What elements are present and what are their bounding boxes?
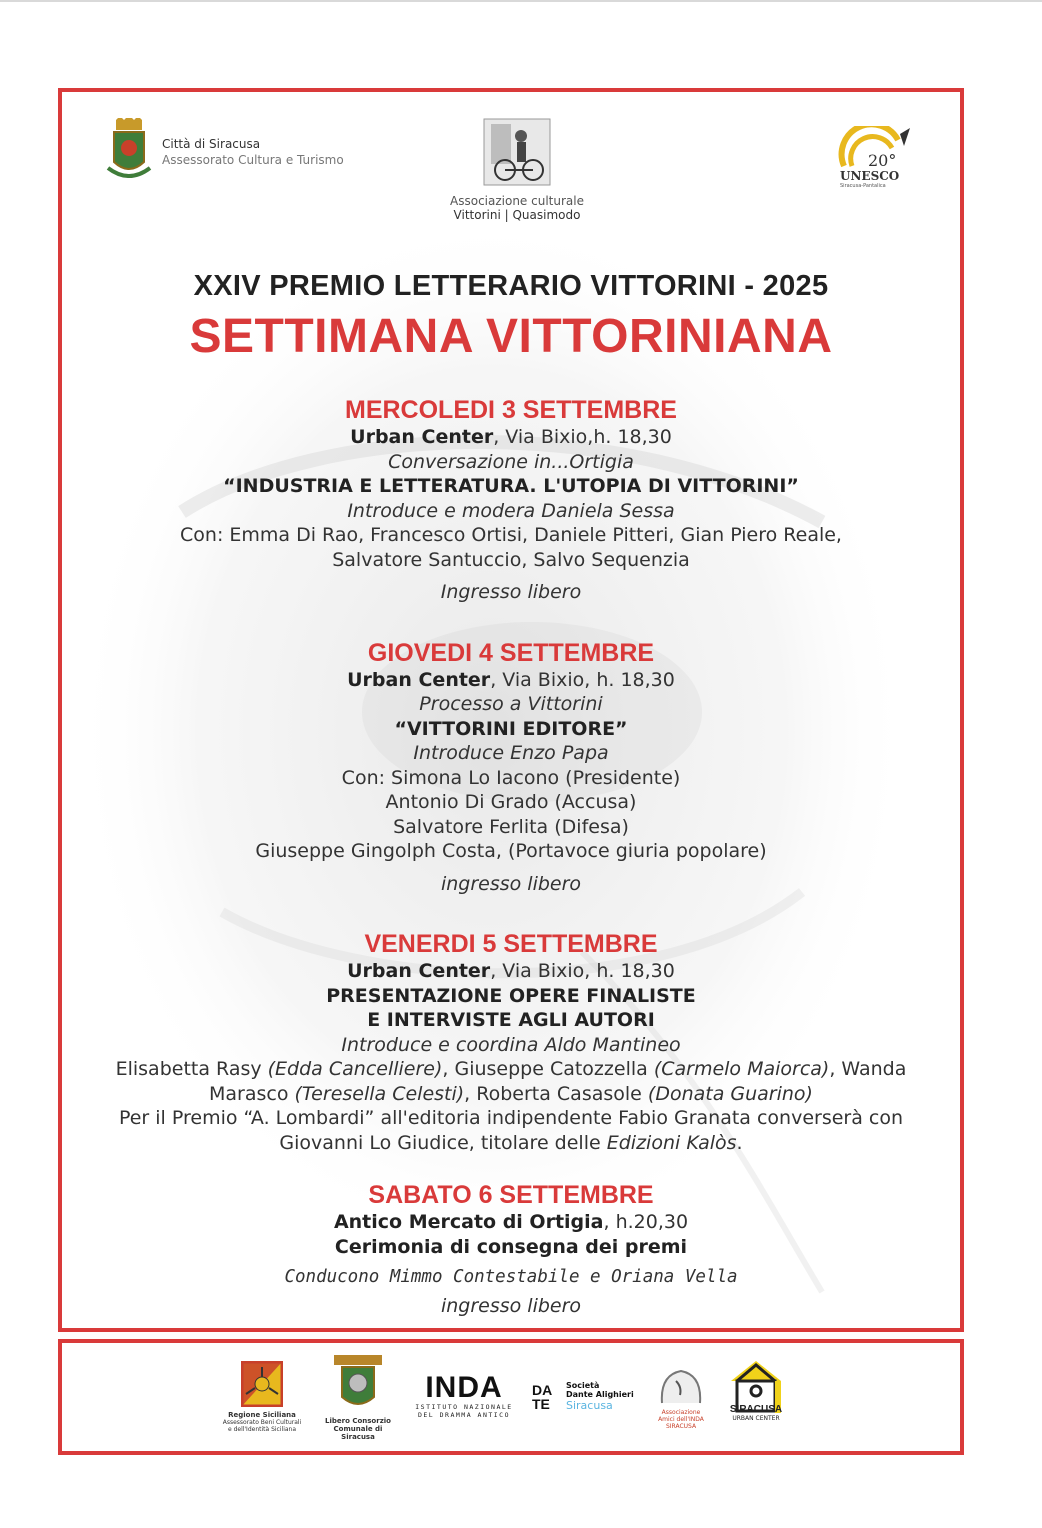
- association-photo-icon: [483, 118, 551, 186]
- venue-name: Antico Mercato di Ortigia: [333, 1211, 604, 1233]
- dante-mark-bottom: TE: [532, 1395, 550, 1412]
- dante-alighieri-logo: [532, 1381, 642, 1412]
- event-day: MERCOLEDI 3 SETTEMBRE: [345, 396, 677, 424]
- poster-headline: [62, 270, 960, 364]
- amici-line1: Associazione: [661, 1409, 701, 1416]
- consorzio-crest-icon: [330, 1353, 386, 1413]
- event-guests-line1: Con: Simona Lo Iacono (Presidente): [341, 766, 681, 789]
- author-name: , Wanda: [829, 1058, 907, 1080]
- event-moderator: Introduce Enzo Papa: [413, 742, 609, 764]
- unesco-name: UNESCO: [840, 169, 900, 183]
- consorzio-line1: Libero Consorzio: [325, 1417, 391, 1425]
- event-day: SABATO 6 SETTEMBRE: [368, 1181, 654, 1209]
- author-name: Elisabetta Rasy: [115, 1058, 268, 1080]
- inda-name: INDA: [425, 1371, 503, 1404]
- event-day: GIOVEDI 4 SETTEMBRE: [367, 638, 655, 667]
- unesco-number: 20°: [868, 151, 897, 170]
- urban-line1: SIRACUSA: [729, 1404, 783, 1415]
- prize-end: .: [736, 1131, 743, 1154]
- event-entry: ingresso libero: [440, 872, 582, 895]
- event-entry: ingresso libero: [440, 1294, 582, 1317]
- event-moderator: Introduce e coordina Aldo Mantineo: [341, 1033, 681, 1056]
- event-entry: Ingresso libero: [440, 581, 582, 603]
- event-topic: “VITTORINI EDITORE”: [394, 717, 628, 740]
- event-saturday: [62, 1181, 960, 1318]
- amici-line3: SIRACUSA: [665, 1423, 697, 1430]
- event-guests-line2: Antonio Di Grado (Accusa): [385, 791, 637, 813]
- regione-siciliana-logo: [222, 1361, 302, 1433]
- inda-line2: DEL DRAMMA ANTICO: [417, 1411, 511, 1419]
- amici-line2: Amici dell'INDA: [658, 1416, 704, 1423]
- event-venue: [62, 1210, 960, 1235]
- events-list: [62, 396, 960, 1318]
- event-day: VENERDI 5 SETTEMBRE: [364, 930, 658, 958]
- venue-name: Urban Center: [347, 668, 491, 691]
- event-guests-line4: Giuseppe Gingolph Costa, (Portavoce giuria popolare): [255, 840, 767, 862]
- dante-line3: Siracusa: [566, 1399, 613, 1412]
- venue-time: , h.20,30: [603, 1211, 689, 1233]
- dante-line1: Società: [566, 1381, 600, 1390]
- author-name: , Giuseppe Catozzella: [442, 1058, 654, 1080]
- venue-time: , Via Bixio, h. 18,30: [490, 960, 675, 982]
- unesco-place: Siracusa-Pantalica: [840, 183, 886, 188]
- poster-main-frame: [58, 88, 964, 1332]
- prize-text: Giovanni Lo Giudice, titolare delle: [279, 1131, 607, 1154]
- event-prize-line1: Per il Premio “A. Lombardi” all'editoria indipendente Fabio Granata converserà con: [118, 1107, 904, 1129]
- event-prize-line2: [62, 1131, 960, 1156]
- event-moderator: Introduce e modera Daniela Sessa: [347, 499, 675, 522]
- author-book: (Edda Cancelliere): [267, 1058, 443, 1080]
- unesco-20-logo: [838, 126, 918, 192]
- city-of-siracusa-logo: [106, 118, 344, 188]
- event-guests-line1: Con: Emma Di Rao, Francesco Ortisi, Daniele Pitteri, Gian Piero Reale,: [180, 524, 842, 546]
- sponsor-logos: [62, 1343, 960, 1451]
- author-name: , Roberta Casasole: [464, 1082, 648, 1105]
- sponsors-frame: [58, 1339, 964, 1455]
- event-venue: [62, 959, 960, 984]
- association-type: Associazione culturale: [450, 194, 584, 208]
- venue-name: Urban Center: [347, 960, 491, 982]
- week-title: SETTIMANA VITTORINIANA: [189, 310, 833, 363]
- venue-time: , Via Bixio, h. 18,30: [490, 668, 675, 691]
- amici-mask-icon: [656, 1369, 706, 1405]
- city-name: Città di Siracusa: [162, 137, 261, 152]
- event-friday: [62, 930, 960, 1155]
- top-divider: [0, 0, 1042, 2]
- city-department: Assessorato Cultura e Turismo: [162, 153, 344, 167]
- author-name: Marasco: [209, 1082, 295, 1105]
- city-crest-icon: [106, 118, 152, 188]
- dante-mark-top: DA: [532, 1381, 553, 1398]
- dante-line2: Dante Alighieri: [566, 1390, 634, 1399]
- event-thursday: [62, 639, 960, 897]
- urban-line2: URBAN CENTER: [732, 1415, 780, 1422]
- author-book: (Donata Guarino): [647, 1082, 813, 1105]
- event-venue: [62, 425, 960, 450]
- event-topic-line2: E INTERVISTE AGLI AUTORI: [367, 1009, 655, 1031]
- venue-name: Urban Center: [350, 426, 494, 448]
- event-wednesday: [62, 396, 960, 605]
- event-topic-line1: PRESENTAZIONE OPERE FINALISTE: [326, 984, 696, 1007]
- author-book: (Carmelo Maiorca): [653, 1058, 830, 1080]
- regione-line2: Assessorato Beni Culturali: [222, 1419, 302, 1426]
- regione-line1: Regione Siciliana: [228, 1411, 296, 1419]
- event-authors-line2: [62, 1082, 960, 1107]
- libero-consorzio-logo: [318, 1353, 398, 1441]
- publisher-name: Edizioni Kalòs: [606, 1131, 737, 1154]
- event-hosts: Conducono Mimmo Contestabile e Oriana Vella: [284, 1267, 738, 1287]
- unesco-badge-icon: [838, 126, 918, 188]
- venue-time: , Via Bixio,h. 18,30: [493, 426, 672, 448]
- event-topic: Cerimonia di consegna dei premi: [334, 1235, 688, 1258]
- event-venue: [62, 668, 960, 693]
- association-name: Vittorini | Quasimodo: [453, 208, 581, 222]
- regione-trinacria-icon: [241, 1361, 283, 1407]
- prize-title: XXIV PREMIO LETTERARIO VITTORINI - 2025: [193, 270, 829, 302]
- author-book: (Teresella Celesti): [294, 1082, 465, 1105]
- event-guests-line2: Salvatore Santuccio, Salvo Sequenzia: [332, 548, 690, 571]
- event-topic: “INDUSTRIA E LETTERATURA. L'UTOPIA DI VITTORINI”: [223, 475, 799, 497]
- association-vittorini-quasimodo-logo: [432, 118, 602, 222]
- inda-logo: [414, 1373, 514, 1419]
- event-format: Conversazione in...Ortigia: [388, 450, 634, 473]
- consorzio-line2: Comunale di Siracusa: [333, 1425, 383, 1441]
- inda-line1: ISTITUTO NAZIONALE: [415, 1403, 513, 1411]
- event-guests-line3: Salvatore Ferlita (Difesa): [393, 815, 629, 838]
- regione-line3: e dell'Identità Siciliana: [227, 1426, 297, 1433]
- event-authors-line1: [62, 1057, 960, 1082]
- amici-inda-logo: [646, 1369, 716, 1430]
- event-format: Processo a Vittorini: [419, 693, 603, 715]
- siracusa-urban-center-logo: [726, 1359, 786, 1423]
